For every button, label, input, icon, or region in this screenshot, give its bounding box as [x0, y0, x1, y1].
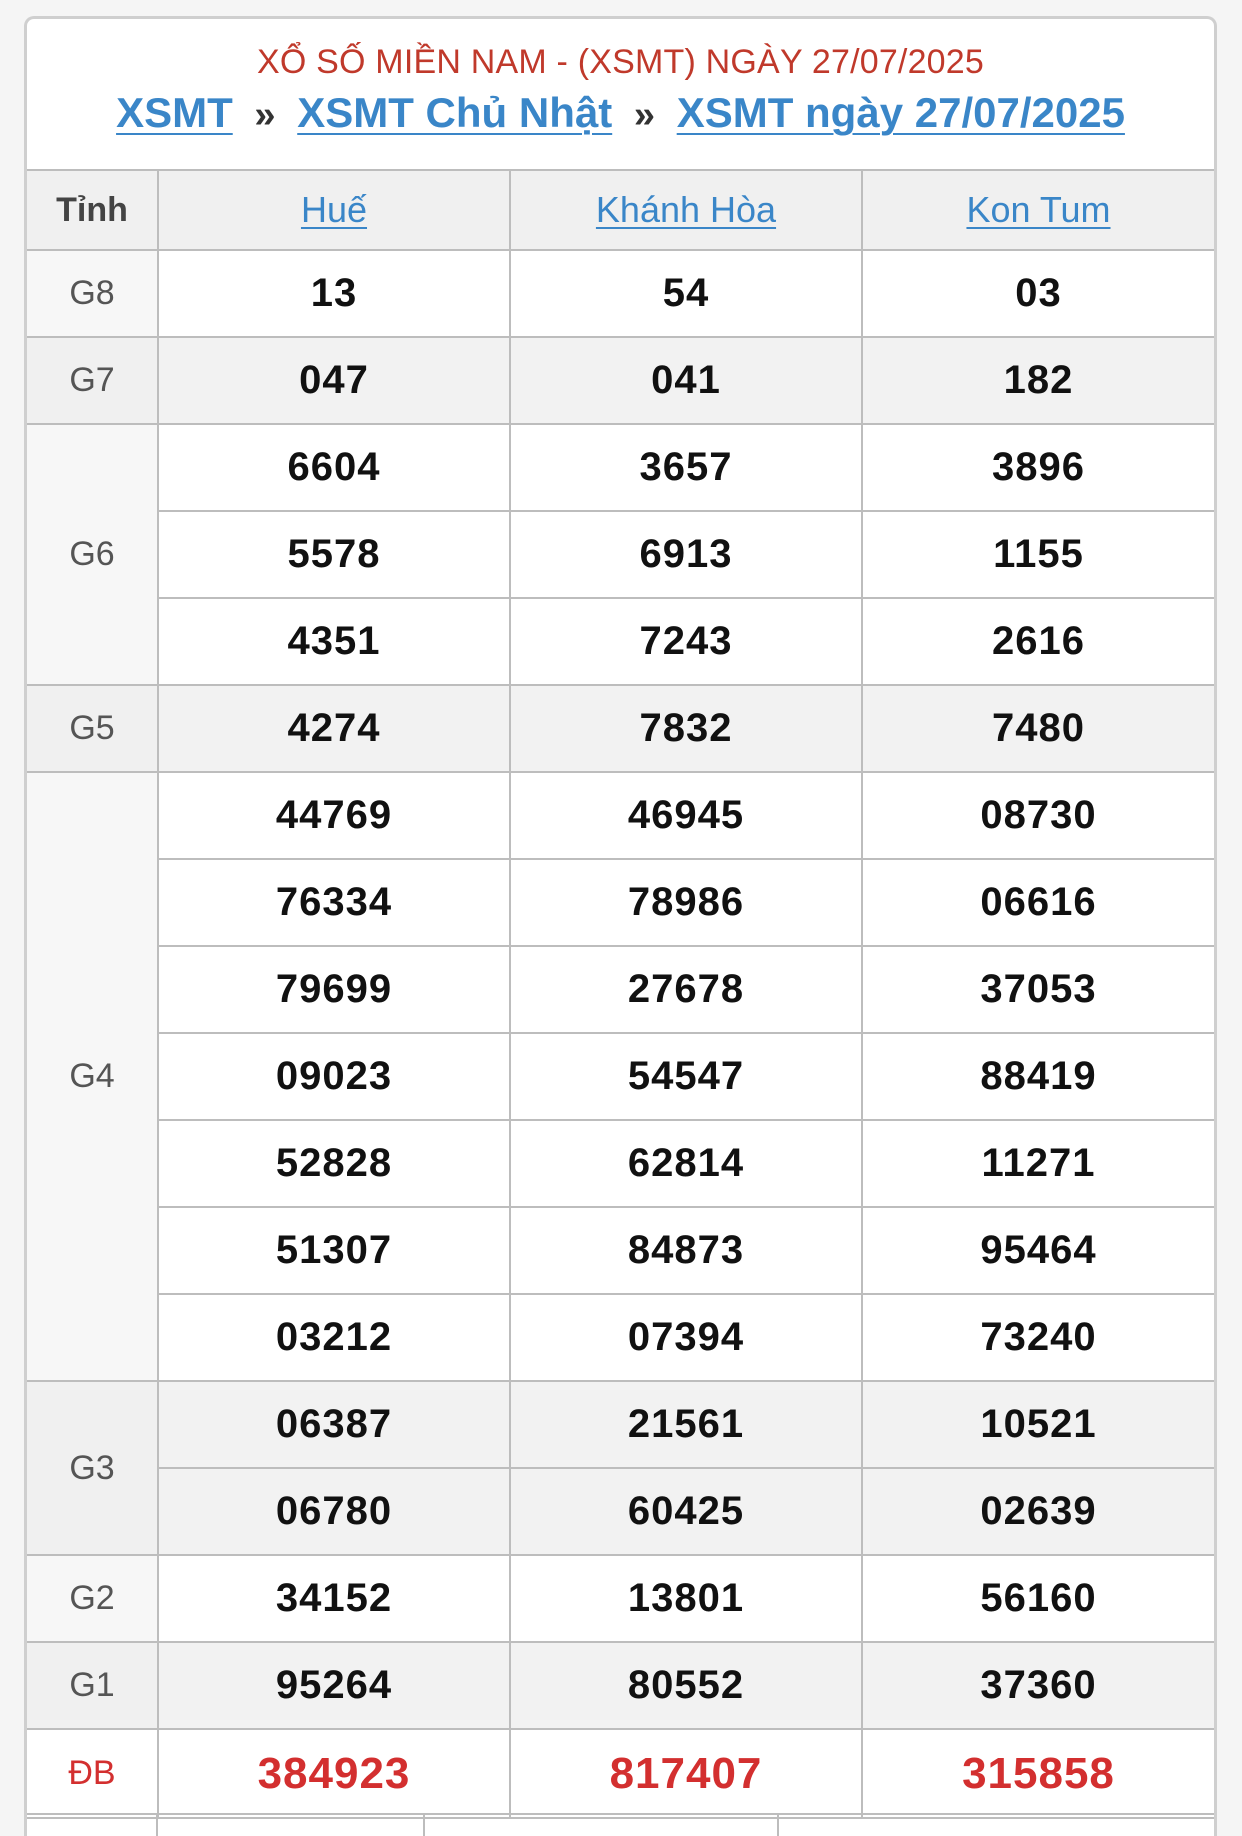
breadcrumb-separator: »	[254, 94, 276, 136]
prize-number: 95264	[158, 1642, 510, 1729]
prize-label: G1	[27, 1642, 158, 1729]
prize-number: 95464	[862, 1207, 1214, 1294]
prize-number: 06387	[158, 1381, 510, 1468]
breadcrumb-link-xsmt[interactable]: XSMT	[116, 89, 233, 136]
prize-number: 6913	[510, 511, 862, 598]
prize-number: 52828	[158, 1120, 510, 1207]
special-prize-number: 384923	[158, 1729, 510, 1818]
prize-number: 46945	[510, 772, 862, 859]
table-row	[27, 685, 1214, 772]
prize-label: G7	[27, 337, 158, 424]
prize-number: 54	[510, 250, 862, 337]
province-column-header: Tỉnh	[27, 170, 158, 250]
breadcrumb-separator: »	[633, 94, 656, 136]
results-body	[27, 250, 1214, 1818]
prize-number: 37360	[862, 1642, 1214, 1729]
table-row	[27, 511, 1214, 598]
prize-number: 21561	[510, 1381, 862, 1468]
prize-number: 03212	[158, 1294, 510, 1381]
prize-number: 62814	[510, 1120, 862, 1207]
table-row	[27, 1120, 1214, 1207]
table-row	[27, 598, 1214, 685]
table-row	[27, 1033, 1214, 1120]
table-row	[27, 424, 1214, 511]
prize-number: 3657	[510, 424, 862, 511]
table-row	[27, 1555, 1214, 1642]
prize-label: G5	[27, 685, 158, 772]
prize-number: 11271	[862, 1120, 1214, 1207]
breadcrumb-link-weekday[interactable]: XSMT Chủ Nhật	[297, 89, 613, 136]
page-title: XỔ SỐ MIỀN NAM - (XSMT) NGÀY 27/07/2025	[256, 43, 985, 81]
prize-number: 041	[510, 337, 862, 424]
prize-number: 76334	[158, 859, 510, 946]
prize-number: 84873	[510, 1207, 862, 1294]
breadcrumb-link-date[interactable]: XSMT ngày 27/07/2025	[676, 89, 1125, 136]
prize-number: 3896	[862, 424, 1214, 511]
special-prize-number: 315858	[862, 1729, 1214, 1818]
table-row	[27, 1294, 1214, 1381]
prize-label: G2	[27, 1555, 158, 1642]
special-prize-number: 817407	[510, 1729, 862, 1818]
breadcrumb	[27, 83, 1214, 169]
prize-number: 03	[862, 250, 1214, 337]
table-row	[27, 1381, 1214, 1468]
table-row	[27, 859, 1214, 946]
province-link-kon-tum[interactable]: Kon Tum	[966, 189, 1111, 230]
table-row	[27, 337, 1214, 424]
prize-number: 44769	[158, 772, 510, 859]
table-row	[27, 946, 1214, 1033]
prize-number: 7480	[862, 685, 1214, 772]
table-row	[27, 1642, 1214, 1729]
prize-number: 78986	[510, 859, 862, 946]
table-row	[27, 772, 1214, 859]
prize-number: 182	[862, 337, 1214, 424]
prize-number: 73240	[862, 1294, 1214, 1381]
prize-label: G4	[27, 772, 158, 1381]
prize-number: 10521	[862, 1381, 1214, 1468]
prize-number: 06780	[158, 1468, 510, 1555]
results-table	[27, 169, 1214, 1819]
prize-label: G6	[27, 424, 158, 685]
prize-label: G3	[27, 1381, 158, 1555]
prize-number: 79699	[158, 946, 510, 1033]
prize-number: 02639	[862, 1468, 1214, 1555]
prize-number: 047	[158, 337, 510, 424]
prize-label: ĐB	[27, 1729, 158, 1818]
prize-number: 80552	[510, 1642, 862, 1729]
province-header-khanh-hoa	[510, 170, 862, 250]
prize-number: 4351	[158, 598, 510, 685]
prize-number: 56160	[862, 1555, 1214, 1642]
prize-number: 13801	[510, 1555, 862, 1642]
prize-number: 08730	[862, 772, 1214, 859]
prize-number: 6604	[158, 424, 510, 511]
table-header-row	[27, 170, 1214, 250]
prize-number: 13	[158, 250, 510, 337]
prize-number: 1155	[862, 511, 1214, 598]
table-row	[27, 1207, 1214, 1294]
prize-number: 88419	[862, 1033, 1214, 1120]
prize-number: 7832	[510, 685, 862, 772]
prize-number: 2616	[862, 598, 1214, 685]
province-link-hue[interactable]: Huế	[300, 189, 368, 230]
prize-number: 27678	[510, 946, 862, 1033]
prize-number: 4274	[158, 685, 510, 772]
prize-number: 34152	[158, 1555, 510, 1642]
table-row	[27, 250, 1214, 337]
prize-number: 54547	[510, 1033, 862, 1120]
results-card	[24, 16, 1217, 1836]
prize-number: 06616	[862, 859, 1214, 946]
prize-number: 60425	[510, 1468, 862, 1555]
prize-number: 37053	[862, 946, 1214, 1033]
table-row	[27, 1729, 1214, 1818]
province-header-kon-tum	[862, 170, 1214, 250]
prize-number: 5578	[158, 511, 510, 598]
prize-number: 07394	[510, 1294, 862, 1381]
province-link-khanh-hoa[interactable]: Khánh Hòa	[595, 189, 777, 230]
prize-label: G8	[27, 250, 158, 337]
prize-number: 51307	[158, 1207, 510, 1294]
province-header-hue	[158, 170, 510, 250]
table-row	[27, 1468, 1214, 1555]
prize-number: 09023	[158, 1033, 510, 1120]
prize-number: 7243	[510, 598, 862, 685]
